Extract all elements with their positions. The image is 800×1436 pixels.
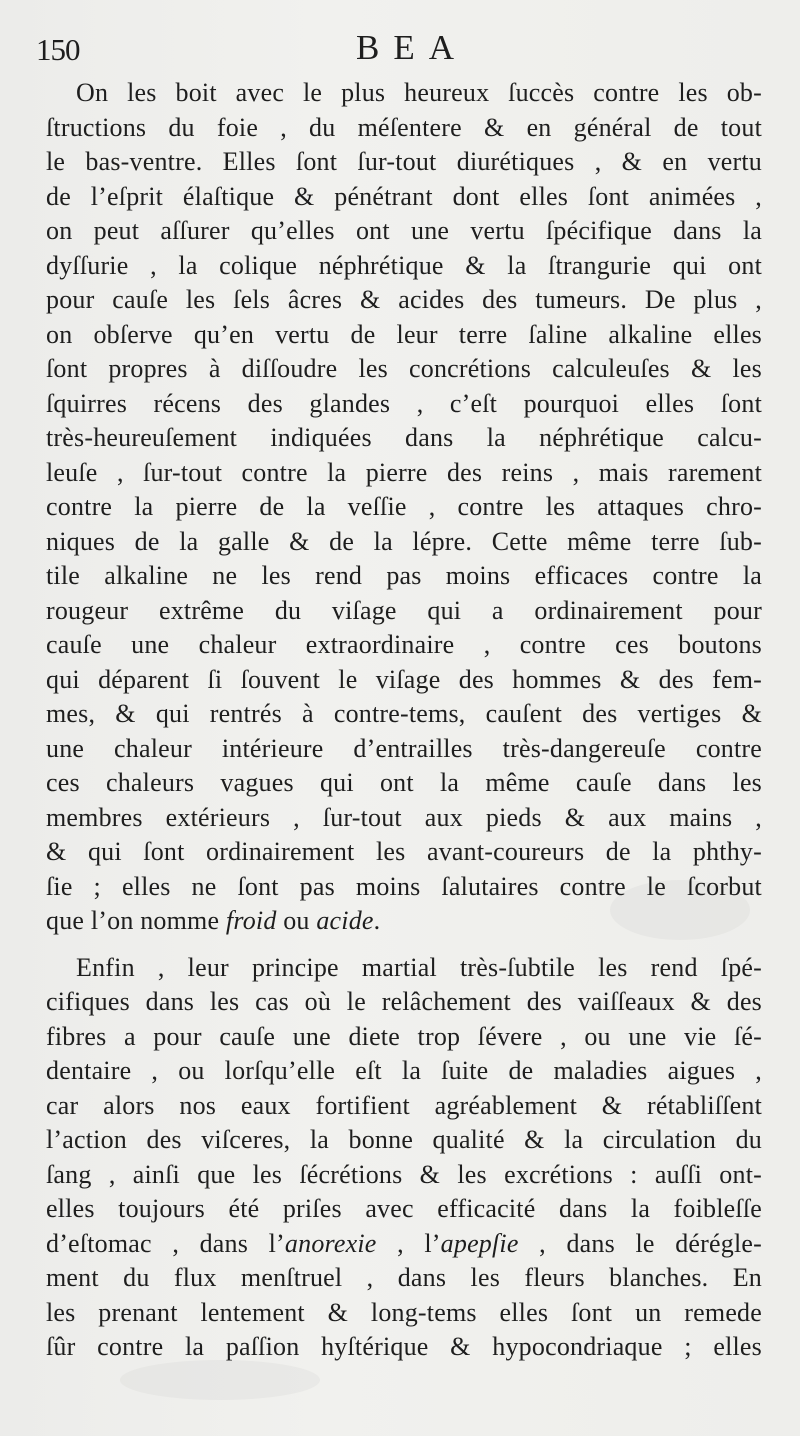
text-line: ces chaleurs vagues qui ont la même cauſe dans les [46,768,762,797]
text-line: tile alkaline ne les rend pas moins efficaces contre la [46,561,762,590]
paper-stain [120,1360,320,1400]
page-number: 150 [36,32,80,67]
text-line: fibres a pour cauſe une diete trop ſévere , ou une vie ſé- [46,1021,762,1051]
text-line [46,1227,762,1262]
text-line: ſont propres à diſſoudre les concrétions calculeuſes & les [46,354,762,383]
italic-term: apepſie [440,1228,519,1258]
text-line: contre la pierre de la veſſie , contre les attaques chro- [46,492,762,521]
line-text: , dans le dérégle- [518,1228,762,1258]
text-line: & qui ſont ordinairement les avant-coureurs de la phthy- [46,837,762,866]
text-line: pour cauſe les ſels âcres & acides des tumeurs. De plus , [46,285,762,314]
line-text: d’eſtomac , dans l’ [46,1228,285,1258]
text-line: On les boit avec le plus heureux ſuccès contre les ob- [76,78,762,107]
page-header [36,28,776,72]
text-line: le bas-ventre. Elles ſont ſur-tout diurétiques , & en vertu [46,147,762,176]
text-line: une chaleur intérieure d’entrailles très-dangereuſe contre [46,733,762,763]
line-text: , l’ [376,1228,441,1258]
text-line: cauſe une chaleur extraordinaire , contre ces boutons [46,630,762,659]
text-line: elles toujours été priſes avec efficacité dans la foibleſſe [46,1194,762,1223]
text-line: ſtructions du foie , du méſentere & en général de tout [46,112,762,142]
text-line: qui déparent ſi ſouvent le viſage des hommes & des fem- [46,664,762,694]
paragraph-gap [46,939,762,951]
line-text: ou [276,906,317,935]
text-line: niques de la galle & de la lépre. Cette même terre ſub- [46,526,762,556]
body-text [46,76,762,1365]
paragraph-2 [46,951,762,1365]
text-line: membres extérieurs , ſur-tout aux pieds & aux mains , [46,802,762,832]
text-line [46,904,762,939]
text-line: ſquirres récens des glandes , c’eſt pourquoi elles ſont [46,388,762,418]
line-text: . [373,906,381,935]
running-head: BEA [356,28,468,67]
text-line: très-heureuſement indiquées dans la néphrétique calcu- [46,423,762,452]
text-line: cifiques dans les cas où le relâchement des vaiſſeaux & des [46,987,762,1016]
text-line: rougeur extrême du viſage qui a ordinairement pour [46,595,762,625]
text-line: Enfin , leur principe martial très-ſubtile les rend ſpé- [76,952,762,982]
text-line: on peut aſſurer qu’elles ont une vertu ſpécifique dans la [46,216,762,245]
italic-term: acide [316,906,374,935]
text-line: dyſſurie , la colique néphrétique & la ſtrangurie qui ont [46,250,762,280]
text-line: ment du flux menſtruel , dans les fleurs blanches. En [46,1263,762,1292]
text-line: l’action des viſceres, la bonne qualité & la circulation du [46,1125,762,1154]
text-line: mes, & qui rentrés à contre-tems, cauſent des vertiges & [46,699,762,728]
text-line: leuſe , ſur-tout contre la pierre des reins , mais rarement [46,457,762,487]
text-line: ſûr contre la paſſion hyſtérique & hypocondriaque ; elles [46,1332,762,1361]
text-line: les prenant lentement & long-tems elles ſont un remede [46,1297,762,1327]
italic-term: anorexie [284,1228,377,1258]
text-line: on obſerve qu’en vertu de leur terre ſaline alkaline elles [46,319,762,349]
text-line: de l’eſprit élaſtique & pénétrant dont elles ſont animées , [46,181,762,211]
line-text: que l’on nomme [46,906,226,935]
text-line: ſang , ainſi que les ſécrétions & les excrétions : auſſi ont- [46,1159,762,1189]
text-line: ſie ; elles ne ſont pas moins ſalutaires contre le ſcorbut [46,871,762,901]
text-line: dentaire , ou lorſqu’elle eſt la ſuite de maladies aigues , [46,1056,762,1085]
italic-term: froid [225,906,277,935]
text-line: car alors nos eaux fortifient agréablement & rétabliſſent [46,1090,762,1120]
paragraph-1 [46,76,762,939]
